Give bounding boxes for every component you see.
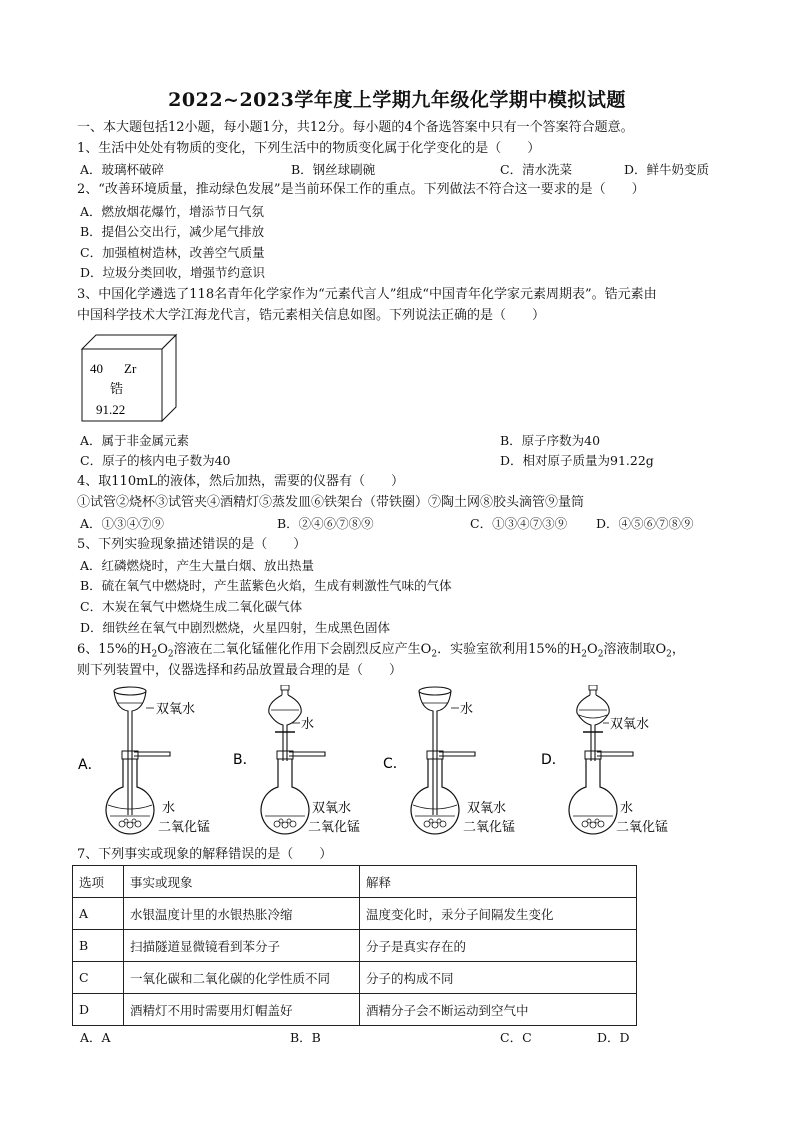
apparatus-d-solid: 二氧化锰: [616, 820, 669, 835]
apparatus-b-top-label: 水: [301, 717, 315, 732]
q3-option-c: C．原子的核内电子数为40: [80, 453, 231, 468]
table-header-cell: 选项: [73, 866, 124, 898]
q6-apparatus-row: [70, 685, 730, 840]
q7-option-a: A．A: [80, 1030, 111, 1045]
apparatus-c-top-label: 水: [460, 702, 474, 717]
table-cell: 温度变化时，汞分子间隔发生变化: [360, 898, 637, 930]
element-symbol: Zr: [124, 361, 137, 376]
apparatus-b-letter: B．: [233, 752, 257, 768]
q2-option-b: B．提倡公交出行，减少尾气排放: [80, 224, 265, 239]
apparatus-a-top-label: 双氧水: [156, 702, 196, 717]
element-card-zr: [80, 333, 180, 423]
table-header-cell: 事实或现象: [124, 866, 360, 898]
q7-option-d: D．D: [597, 1030, 630, 1045]
q6-stem-line2: 则下列装置中，仪器选择和药品放置最合理的是（ ）: [77, 663, 403, 678]
apparatus-b-solid: 二氧化锰: [308, 820, 361, 835]
q5-option-b: B．硫在氧气中燃烧时，产生蓝紫色火焰，生成有刺激性气味的气体: [80, 578, 452, 593]
table-cell: 扫描隧道显微镜看到苯分子: [124, 930, 360, 962]
q1-option-d: D．鲜牛奶变质: [624, 162, 710, 177]
element-mass: 91.22: [96, 402, 126, 417]
q4-option-c: C．①③④⑦③⑨: [470, 516, 568, 531]
apparatus-a-solid: 二氧化锰: [158, 820, 211, 835]
element-atomic-number: 40: [90, 361, 103, 376]
table-row: [73, 898, 637, 930]
table-cell: 分子是真实存在的: [360, 930, 637, 962]
q3-option-d: D．相对原子质量为91.22g: [500, 453, 654, 468]
q3-option-b: B．原子序数为40: [500, 433, 601, 448]
q1-option-a: A．玻璃杯破碎: [80, 162, 165, 177]
table-cell: C: [73, 962, 124, 994]
table-cell: 一氧化碳和二氧化碳的化学性质不同: [124, 962, 360, 994]
apparatus-c-letter: C．: [383, 756, 407, 772]
apparatus-a-liquid: 水: [162, 801, 176, 816]
element-name: 锆: [110, 381, 124, 396]
q6-apparatus-diagram: [70, 685, 730, 840]
table-cell: B: [73, 930, 124, 962]
q2-option-d: D．垃圾分类回收，增强节约意识: [80, 265, 266, 280]
q7-table: [72, 865, 637, 1026]
q2-stem: 2、“改善环境质量，推动绿色发展”是当前环保工作的重点。下列做法不符合这一要求的是（ ）: [77, 182, 645, 197]
q2-option-c: C．加强植树造林，改善空气质量: [80, 245, 265, 260]
q3-stem-line1: 3、中国化学遴选了118名青年化学家作为“元素代言人”组成“中国青年化学家元素周期表”。锆元素由: [77, 287, 657, 302]
q4-items: ①试管②烧杯③试管夹④酒精灯⑤蒸发皿⑥铁架台（带铁圈）⑦陶土网⑧胶头滴管⑨量筒: [77, 495, 585, 510]
q1-stem: 1、生活中处处有物质的变化，下列生活中的物质变化属于化学变化的是（ ）: [77, 141, 541, 156]
q5-stem: 5、下列实验现象描述错误的是（ ）: [77, 537, 307, 552]
table-cell: D: [73, 994, 124, 1026]
table-row: [73, 930, 637, 962]
apparatus-a-letter: A．: [78, 757, 102, 773]
q4-option-a: A．①③④⑦⑨: [80, 516, 165, 531]
element-card-graphic: [80, 333, 180, 423]
q5-option-c: C．木炭在氧气中燃烧生成二氧化碳气体: [80, 599, 303, 614]
page-title: 2022~2023学年度上学期九年级化学期中模拟试题: [168, 89, 626, 111]
apparatus-d-liquid: 水: [620, 801, 634, 816]
apparatus-d-top-label: 双氧水: [610, 717, 650, 732]
q5-option-a: A．红磷燃烧时，产生大量白烟、放出热量: [80, 558, 315, 573]
q7-stem: 7、下列事实或现象的解释错误的是（ ）: [77, 847, 333, 862]
q4-stem: 4、取110mL的液体，然后加热，需要的仪器有（ ）: [77, 474, 405, 489]
q3-stem-line2: 中国科学技术大学江海龙代言，锆元素相关信息如图。下列说法正确的是（ ）: [77, 308, 546, 323]
table-row: [73, 962, 637, 994]
q5-option-d: D．细铁丝在氧气中剧烈燃烧，火星四射，生成黑色固体: [80, 620, 391, 635]
q1-option-b: B．钢丝球刷碗: [291, 162, 376, 177]
q2-option-a: A．燃放烟花爆竹，增添节日气氛: [80, 204, 265, 219]
section-heading: 一、本大题包括12小题，每小题1分，共12分。每小题的4个备选答案中只有一个答案符合题意。: [77, 120, 634, 135]
table-cell: 酒精分子会不断运动到空气中: [360, 994, 637, 1026]
q6-stem-line1: 6、15%的$H_2O_2$溶液在二氧化锰催化作用下会剧烈反应产生$O_2$．实验室欲利用15%的$H_2O_2$溶液制取$O_2$，: [77, 642, 685, 660]
apparatus-c-solid: 二氧化锰: [463, 820, 516, 835]
table-header-cell: 解释: [360, 866, 637, 898]
apparatus-d-letter: D．: [541, 752, 566, 768]
apparatus-c-liquid: 双氧水: [467, 801, 507, 816]
q7-option-c: C．C: [500, 1030, 532, 1045]
q3-option-a: A．属于非金属元素: [80, 433, 190, 448]
q7-option-b: B．B: [290, 1030, 321, 1045]
table-cell: 分子的构成不同: [360, 962, 637, 994]
table-header-row: [73, 866, 637, 898]
q4-option-d: D．④⑤⑥⑦⑧⑨: [596, 516, 694, 531]
table-cell: 水银温度计里的水银热胀冷缩: [124, 898, 360, 930]
q4-option-b: B．②④⑥⑦⑧⑨: [277, 516, 374, 531]
q1-option-c: C．清水洗菜: [500, 162, 573, 177]
table-cell: A: [73, 898, 124, 930]
table-row: [73, 994, 637, 1026]
table-cell: 酒精灯不用时需要用灯帽盖好: [124, 994, 360, 1026]
apparatus-b-liquid: 双氧水: [312, 801, 352, 816]
